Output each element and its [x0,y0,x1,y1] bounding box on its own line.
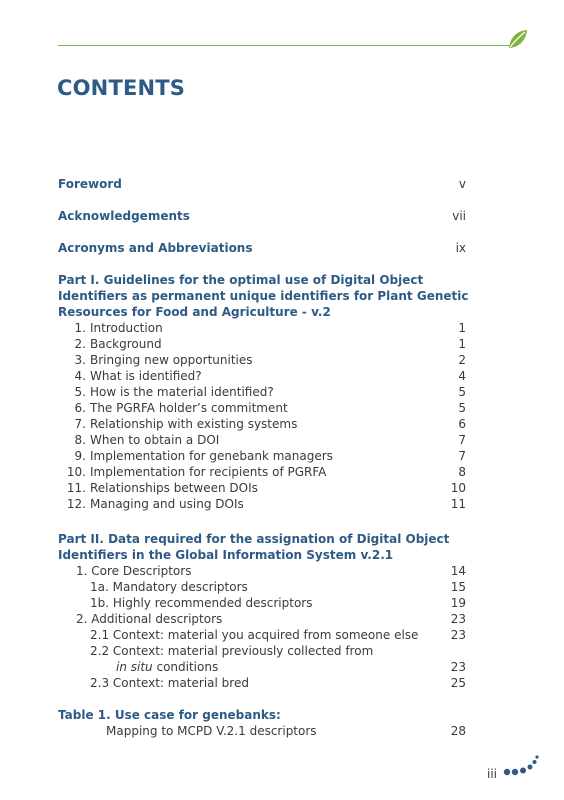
toc-label: When to obtain a DOI [90,433,220,447]
toc-item[interactable] [58,496,466,512]
part1-list [58,320,466,512]
toc-item[interactable] [58,432,466,448]
toc-page: ix [455,241,466,255]
toc-num: 3. [74,353,86,367]
toc-page: 4 [458,369,466,383]
toc-page: 28 [450,724,466,738]
toc-page: 10 [450,481,466,495]
toc-item-additional[interactable] [58,611,466,627]
toc-num: 4. [74,369,86,383]
table1-heading[interactable] [58,707,466,723]
toc-page: v [458,177,466,191]
toc-item[interactable] [58,416,466,432]
toc-page: 23 [450,660,466,674]
toc-num: 2. [74,337,86,351]
toc-num: 10. [66,465,86,479]
toc-item[interactable] [58,480,466,496]
toc-page: vii [452,209,466,223]
toc-label: Relationships between DOIs [90,481,258,495]
toc-label: Acronyms and Abbreviations [58,241,253,255]
toc-label: Background [90,337,162,351]
toc-label: What is identified? [90,369,202,383]
toc-label: 1a. Mandatory descriptors [90,580,248,594]
part2-heading-line: Part II. Data required for the assignation of Digital Object [58,532,450,546]
toc-page: 6 [458,417,466,431]
toc-page: 5 [458,401,466,415]
toc-num: 9. [74,449,86,463]
toc-label-italic: in situ [116,660,153,674]
toc-label: Introduction [90,321,163,335]
toc-label: 1b. Highly recommended descriptors [90,596,313,610]
toc-label: 1. Core Descriptors [76,564,192,578]
toc-item[interactable] [58,448,466,464]
toc-label: 2. Additional descriptors [76,612,223,626]
toc-page: 2 [458,353,466,367]
toc-label: Implementation for genebank managers [90,449,333,463]
toc-label: Relationship with existing systems [90,417,298,431]
toc-item[interactable] [58,352,466,368]
toc-page: 7 [458,433,466,447]
part1-heading[interactable] [58,272,469,320]
toc-foreword[interactable] [58,176,466,192]
toc-page: 23 [450,612,466,626]
toc-page: 1 [458,321,466,335]
toc-page: 8 [458,465,466,479]
toc-num: 1. [74,321,86,335]
part2-heading-line: Identifiers in the Global Information System v.2.1 [58,548,394,562]
toc-page: 5 [458,385,466,399]
table-of-contents [58,176,469,739]
toc-page: 23 [450,628,466,642]
leaf-icon [506,28,528,50]
toc-label: 2.2 Context: material previously collected from [90,644,374,658]
toc-label: Bringing new opportunities [90,353,253,367]
toc-label: Acknowledgements [58,209,190,223]
toc-num: 12. [66,497,86,511]
toc-item[interactable] [58,464,466,480]
toc-item[interactable] [58,368,466,384]
toc-item[interactable] [58,384,466,400]
toc-label: Mapping to MCPD V.2.1 descriptors [106,724,317,738]
toc-page: 25 [450,676,466,690]
toc-num: 8. [74,433,86,447]
part1-heading-line: Identifiers as permanent unique identifiers for Plant Genetic [58,289,469,303]
toc-acknowledgements[interactable] [58,208,466,224]
toc-item[interactable] [58,336,466,352]
part2-heading[interactable] [58,531,466,563]
toc-page: 1 [458,337,466,351]
toc-item-additional-sub[interactable] [58,643,466,659]
toc-label: 2.3 Context: material bred [90,676,249,690]
part2-list [58,563,466,691]
part1-heading-line: Resources for Food and Agriculture - v.2 [58,305,331,319]
toc-label: Managing and using DOIs [90,497,244,511]
toc-label: How is the material identified? [90,385,274,399]
toc-page: 14 [450,564,466,578]
top-rule [58,45,510,46]
toc-item-table1[interactable] [58,723,466,739]
page-title: CONTENTS [57,76,186,100]
toc-item-core-sub[interactable] [58,595,466,611]
part1-heading-line: Part I. Guidelines for the optimal use of Digital Object [58,273,424,287]
dots-ornament-icon [502,750,542,780]
toc-item[interactable] [58,320,466,336]
toc-num: 6. [74,401,86,415]
toc-item-additional-sub-cont[interactable] [58,659,466,675]
toc-num: 11. [66,481,86,495]
toc-page: 7 [458,449,466,463]
toc-item[interactable] [58,400,466,416]
page-number: iii [487,767,498,781]
toc-label: Implementation for recipients of PGRFA [90,465,327,479]
toc-label: conditions [152,660,219,674]
toc-item-core-sub[interactable] [58,579,466,595]
toc-item-core[interactable] [58,563,466,579]
toc-label: 2.1 Context: material you acquired from someone else [90,628,419,642]
toc-num: 5. [74,385,86,399]
toc-item-additional-sub[interactable] [58,675,466,691]
toc-num: 7. [74,417,86,431]
toc-acronyms[interactable] [58,240,466,256]
toc-label: Foreword [58,177,122,191]
toc-label: Table 1. Use case for genebanks: [58,708,281,722]
toc-page: 11 [450,497,466,511]
toc-page: 15 [450,580,466,594]
toc-item-additional-sub[interactable] [58,627,466,643]
toc-label: The PGRFA holder’s commitment [90,401,288,415]
toc-page: 19 [450,596,466,610]
